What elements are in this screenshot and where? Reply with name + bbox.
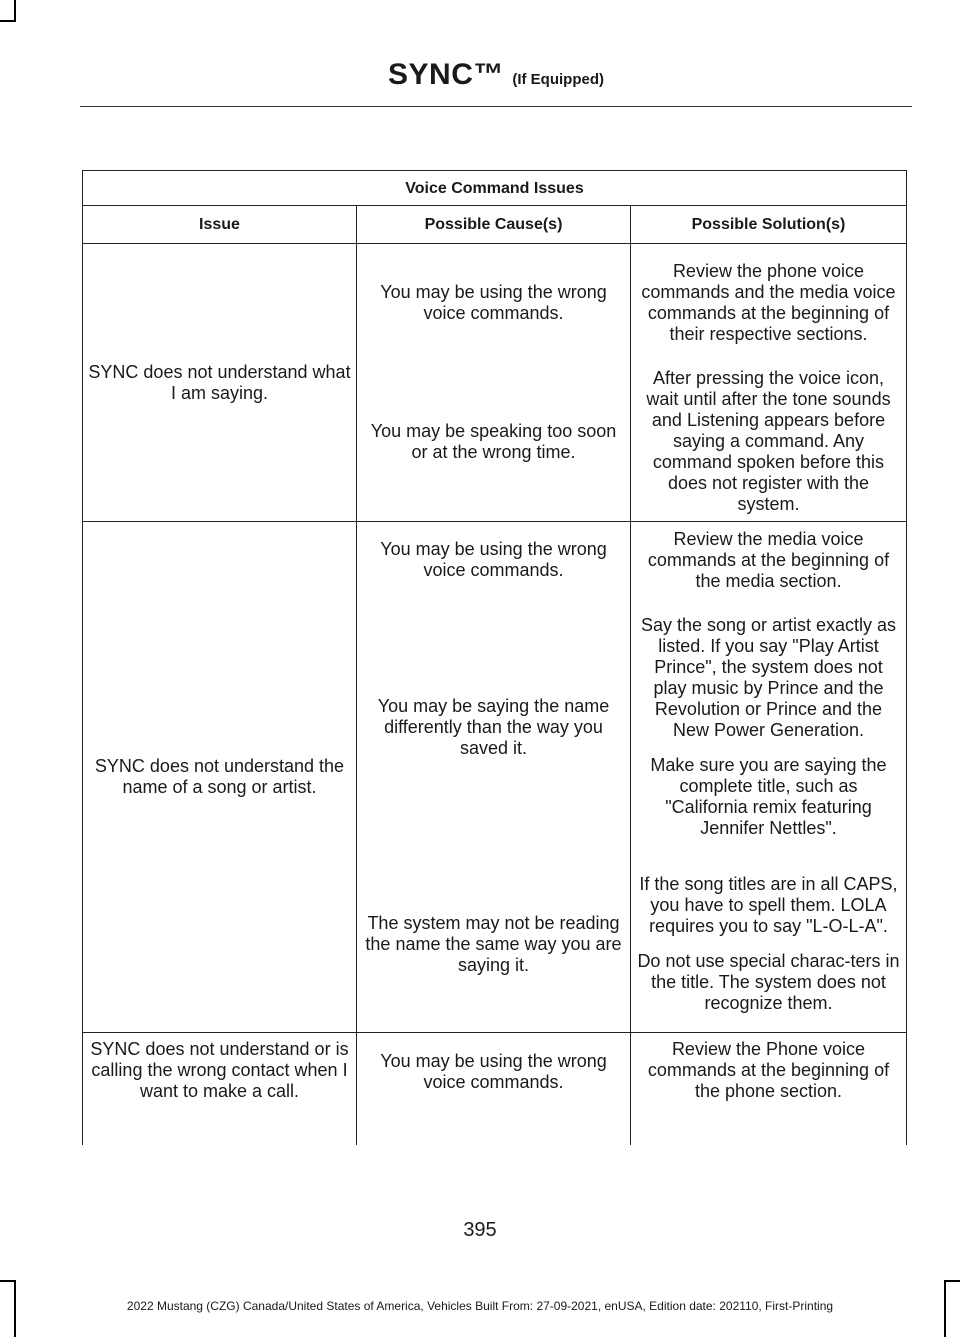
page-title: SYNC™ xyxy=(388,58,504,91)
solution-text: Review the media voice commands at the beginning of the media section. xyxy=(647,528,890,591)
solution-cell xyxy=(631,856,907,1033)
cause-cell: The system may not be reading the name the same way you are saying it. xyxy=(357,856,631,1033)
page-footer: 2022 Mustang (CZG) Canada/United States of America, Vehicles Built From: 27-09-2021, enUSA, Edition date: 202110, First-Printing xyxy=(126,1299,834,1313)
issue-cell: SYNC does not understand what I am saying. xyxy=(83,244,357,522)
solution-text: If the song titles are in all CAPS, you have to spell them. LOLA requires you to say "L-O-L-A". xyxy=(639,874,898,936)
table-caption: Voice Command Issues xyxy=(83,171,907,206)
issue-cell: SYNC does not understand or is calling the wrong contact when I want to make a call. xyxy=(83,1033,357,1146)
crop-mark-top-left-h xyxy=(0,20,16,22)
column-header-cause: Possible Cause(s) xyxy=(357,206,631,244)
issue-cell: SYNC does not understand the name of a song or artist. xyxy=(83,522,357,1033)
column-header-solution: Possible Solution(s) xyxy=(631,206,907,244)
solution-cell xyxy=(631,362,907,522)
header-divider xyxy=(80,106,912,107)
cause-cell: You may be using the wrong voice commands. xyxy=(357,522,631,599)
page-header xyxy=(80,58,912,92)
cause-cell: You may be saying the name differently than the way you saved it. xyxy=(357,598,631,856)
crop-mark-bottom-left-h xyxy=(0,1280,16,1282)
solution-text: Do not use special charac-ters in the title. The system does not recognize them. xyxy=(637,951,900,1013)
table-row xyxy=(83,1033,907,1146)
solution-text: Review the phone voice commands and the media voice commands at the beginning of their respective sections. xyxy=(641,261,896,344)
solution-text: Make sure you are saying the complete title, such as "California remix featuring Jennifer Nettles". xyxy=(650,755,887,838)
cause-cell: You may be using the wrong voice commands. xyxy=(357,244,631,363)
crop-mark-bottom-right-h xyxy=(944,1280,960,1282)
crop-mark-top-left xyxy=(14,0,16,22)
solution-cell xyxy=(631,1033,907,1146)
voice-command-issues-table xyxy=(82,170,907,1145)
solution-text: Say the song or artist exactly as listed. If you say "Play Artist Prince", the system does not play music by Prince and the Revolution or Prince and the New Power Generation. xyxy=(640,615,897,740)
solution-text: Review the Phone voice commands at the beginning of the phone section. xyxy=(647,1039,890,1101)
cause-cell: You may be using the wrong voice commands. xyxy=(357,1033,631,1146)
table-row xyxy=(83,522,907,599)
column-header-issue: Issue xyxy=(83,206,357,244)
solution-cell xyxy=(631,598,907,856)
page-number: 395 xyxy=(463,1219,497,1241)
table-row xyxy=(83,244,907,363)
page-subtitle: (If Equipped) xyxy=(512,71,604,88)
solution-cell xyxy=(631,244,907,363)
cause-cell: You may be speaking too soon or at the wrong time. xyxy=(357,362,631,522)
solution-cell xyxy=(631,522,907,599)
solution-text: After pressing the voice icon, wait until after the tone sounds and Listening appears before saying a command. Any command spoken before this does not register with the system. xyxy=(646,368,891,514)
